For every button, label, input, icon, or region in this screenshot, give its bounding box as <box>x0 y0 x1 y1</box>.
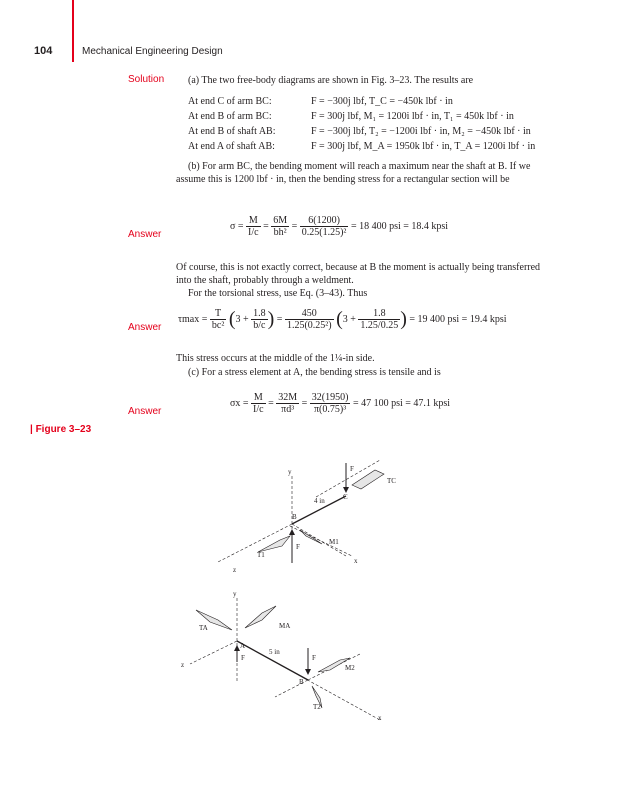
upper-m1-arrow <box>300 530 322 544</box>
eq3-result: = 47 100 psi = 47.1 kpsi <box>352 397 451 409</box>
upper-diagram <box>218 460 384 563</box>
eq1-den3: 0.25(1.25)² <box>301 227 347 238</box>
label-length-lower: 5 in <box>269 648 280 656</box>
result-where: At end A of shaft AB: <box>188 141 275 152</box>
label-f-left: F <box>241 654 245 662</box>
running-title: Mechanical Engineering Design <box>82 46 223 57</box>
label-b: B <box>292 513 297 521</box>
eq2-num3: 450 <box>285 308 334 320</box>
upper-t1-arrow <box>258 536 290 552</box>
label-y-lower: y <box>233 590 237 598</box>
result-where: At end C of arm BC: <box>188 96 272 107</box>
eq2-num2: 1.8 <box>253 308 266 319</box>
paragraph-e: This stress occurs at the middle of the 1¼-in side. <box>176 353 375 364</box>
eq3-num: M <box>251 392 266 404</box>
label-a: A <box>240 642 246 650</box>
page-number: 104 <box>34 45 53 57</box>
eq2-lhs: τmax = <box>178 313 208 325</box>
lower-labels <box>181 590 382 722</box>
lower-diagram <box>190 598 380 720</box>
lower-z-axis <box>190 641 237 664</box>
figure-label: | Figure 3–23 <box>30 424 92 435</box>
paragraph-b: (b) For arm BC, the bending moment will reach a maximum near the shaft at B. If we assume this is 1200 lbf · in, then the bending stress for a rectangular section will be <box>176 161 531 185</box>
result-value: F = −300j lbf, T₂ = −1200i lbf · in, M₂ = −450k lbf · in <box>311 126 531 137</box>
label-length: 4 in <box>314 497 325 505</box>
label-y: y <box>288 468 292 476</box>
eq1-result: = 18 400 psi = 18.4 kpsi <box>350 220 449 232</box>
label-f: F <box>350 465 354 473</box>
result-value: F = 300j lbf, M_A = 1950k lbf · in, T_A = 1200i lbf · in <box>311 141 536 152</box>
eq1-equals: = <box>263 220 269 232</box>
eq1-num3: 6(1200) <box>300 215 349 227</box>
eq3-lhs: σx = <box>230 397 249 409</box>
eq1-equals2: = <box>291 220 298 232</box>
eq2-plus: 3 + <box>235 313 249 325</box>
eq2-num: T <box>210 308 226 320</box>
label-ta: TA <box>199 624 208 632</box>
result-where: At end B of arm BC: <box>188 111 272 122</box>
label-b-lower: B <box>299 678 304 686</box>
eq2-den3: 1.25(0.25²) <box>286 320 332 331</box>
label-m1: M1 <box>329 538 339 546</box>
label-m2: M2 <box>345 664 355 672</box>
eq3-den2: πd³ <box>281 404 295 415</box>
eq3-den: I/c <box>253 404 264 415</box>
lower-ma-arrow <box>245 606 276 628</box>
result-value: F = 300j lbf, M₁ = 1200i lbf · in, T₁ = 450k lbf · in <box>311 111 514 122</box>
paragraph-c: Of course, this is not exactly correct, because at B the moment is actually being transferred into the shaft, probably through a weldment. <box>176 262 541 286</box>
label-x-lower: x <box>378 714 382 722</box>
intro-text: (a) The two free-body diagrams are shown in Fig. 3–23. The results are <box>188 75 474 86</box>
label-t2: T2 <box>313 703 321 711</box>
result-where: At end B of shaft AB: <box>188 126 276 137</box>
solution-label: Solution <box>128 74 165 85</box>
answer-label-2: Answer <box>128 322 162 333</box>
paragraph-d: For the torsional stress, use Eq. (3–43). Thus <box>188 288 368 299</box>
label-x: x <box>354 557 358 565</box>
label-ma: MA <box>279 622 291 630</box>
label-t1: T1 <box>257 551 265 559</box>
eq3-num3: 32(1950) <box>311 392 349 403</box>
label-c: C <box>343 493 348 501</box>
eq1-den: I/c <box>248 227 259 238</box>
equation-bending-stress-a: σx = $\frac{M}{I/c}$ = $\frac{32M}{\text{πd³}}$ = $\frac{32(1950)}{\text{π(0.75)³}}$ = 47 100 psi = 47.1 kpsi <box>230 392 451 415</box>
eq2-plus2: 3 + <box>342 313 356 325</box>
eq2-num4: 1.8 <box>358 308 400 320</box>
upper-b-line <box>290 526 352 556</box>
label-z-lower: z <box>181 661 185 669</box>
eq2-den: bc² <box>211 320 225 331</box>
eq1-num2: 6M <box>273 215 288 226</box>
eq3-num2: 32M <box>278 392 298 403</box>
answer-label-3: Answer <box>128 406 162 417</box>
equation-torsional-stress: τmax = $\frac{T}{\text{bc²}}$ (3 + $\frac{1.8}{b/c}$ ) = $\frac{450}{\text{1.25(0.25²)}}$ (3 + $\frac{1.8}{1.25/0.25}$ ) = 19 400 psi = 19.4 kpsi <box>178 308 507 331</box>
eq3-den3: π(0.75)³ <box>313 404 347 415</box>
eq1-den2: bh² <box>273 227 287 238</box>
eq2-den4: 1.25/0.25 <box>360 320 399 331</box>
label-tc: TC <box>387 477 396 485</box>
label-f-right: F <box>312 654 316 662</box>
upper-tc-arrow <box>352 470 384 489</box>
label-f2: F <box>296 543 300 551</box>
eq1-lhs: σ = <box>230 220 244 232</box>
paragraph-f: (c) For a stress element at A, the bending stress is tensile and is <box>188 367 441 378</box>
result-value: F = −300j lbf, T_C = −450k lbf · in <box>311 96 453 107</box>
eq1-num: M <box>246 215 261 227</box>
lower-shaft-ab <box>237 641 308 680</box>
eq2-result: = 19 400 psi = 19.4 kpsi <box>409 313 507 325</box>
label-z: z <box>233 566 237 574</box>
eq2-den2: b/c <box>253 320 266 331</box>
answer-label-1: Answer <box>128 229 162 240</box>
